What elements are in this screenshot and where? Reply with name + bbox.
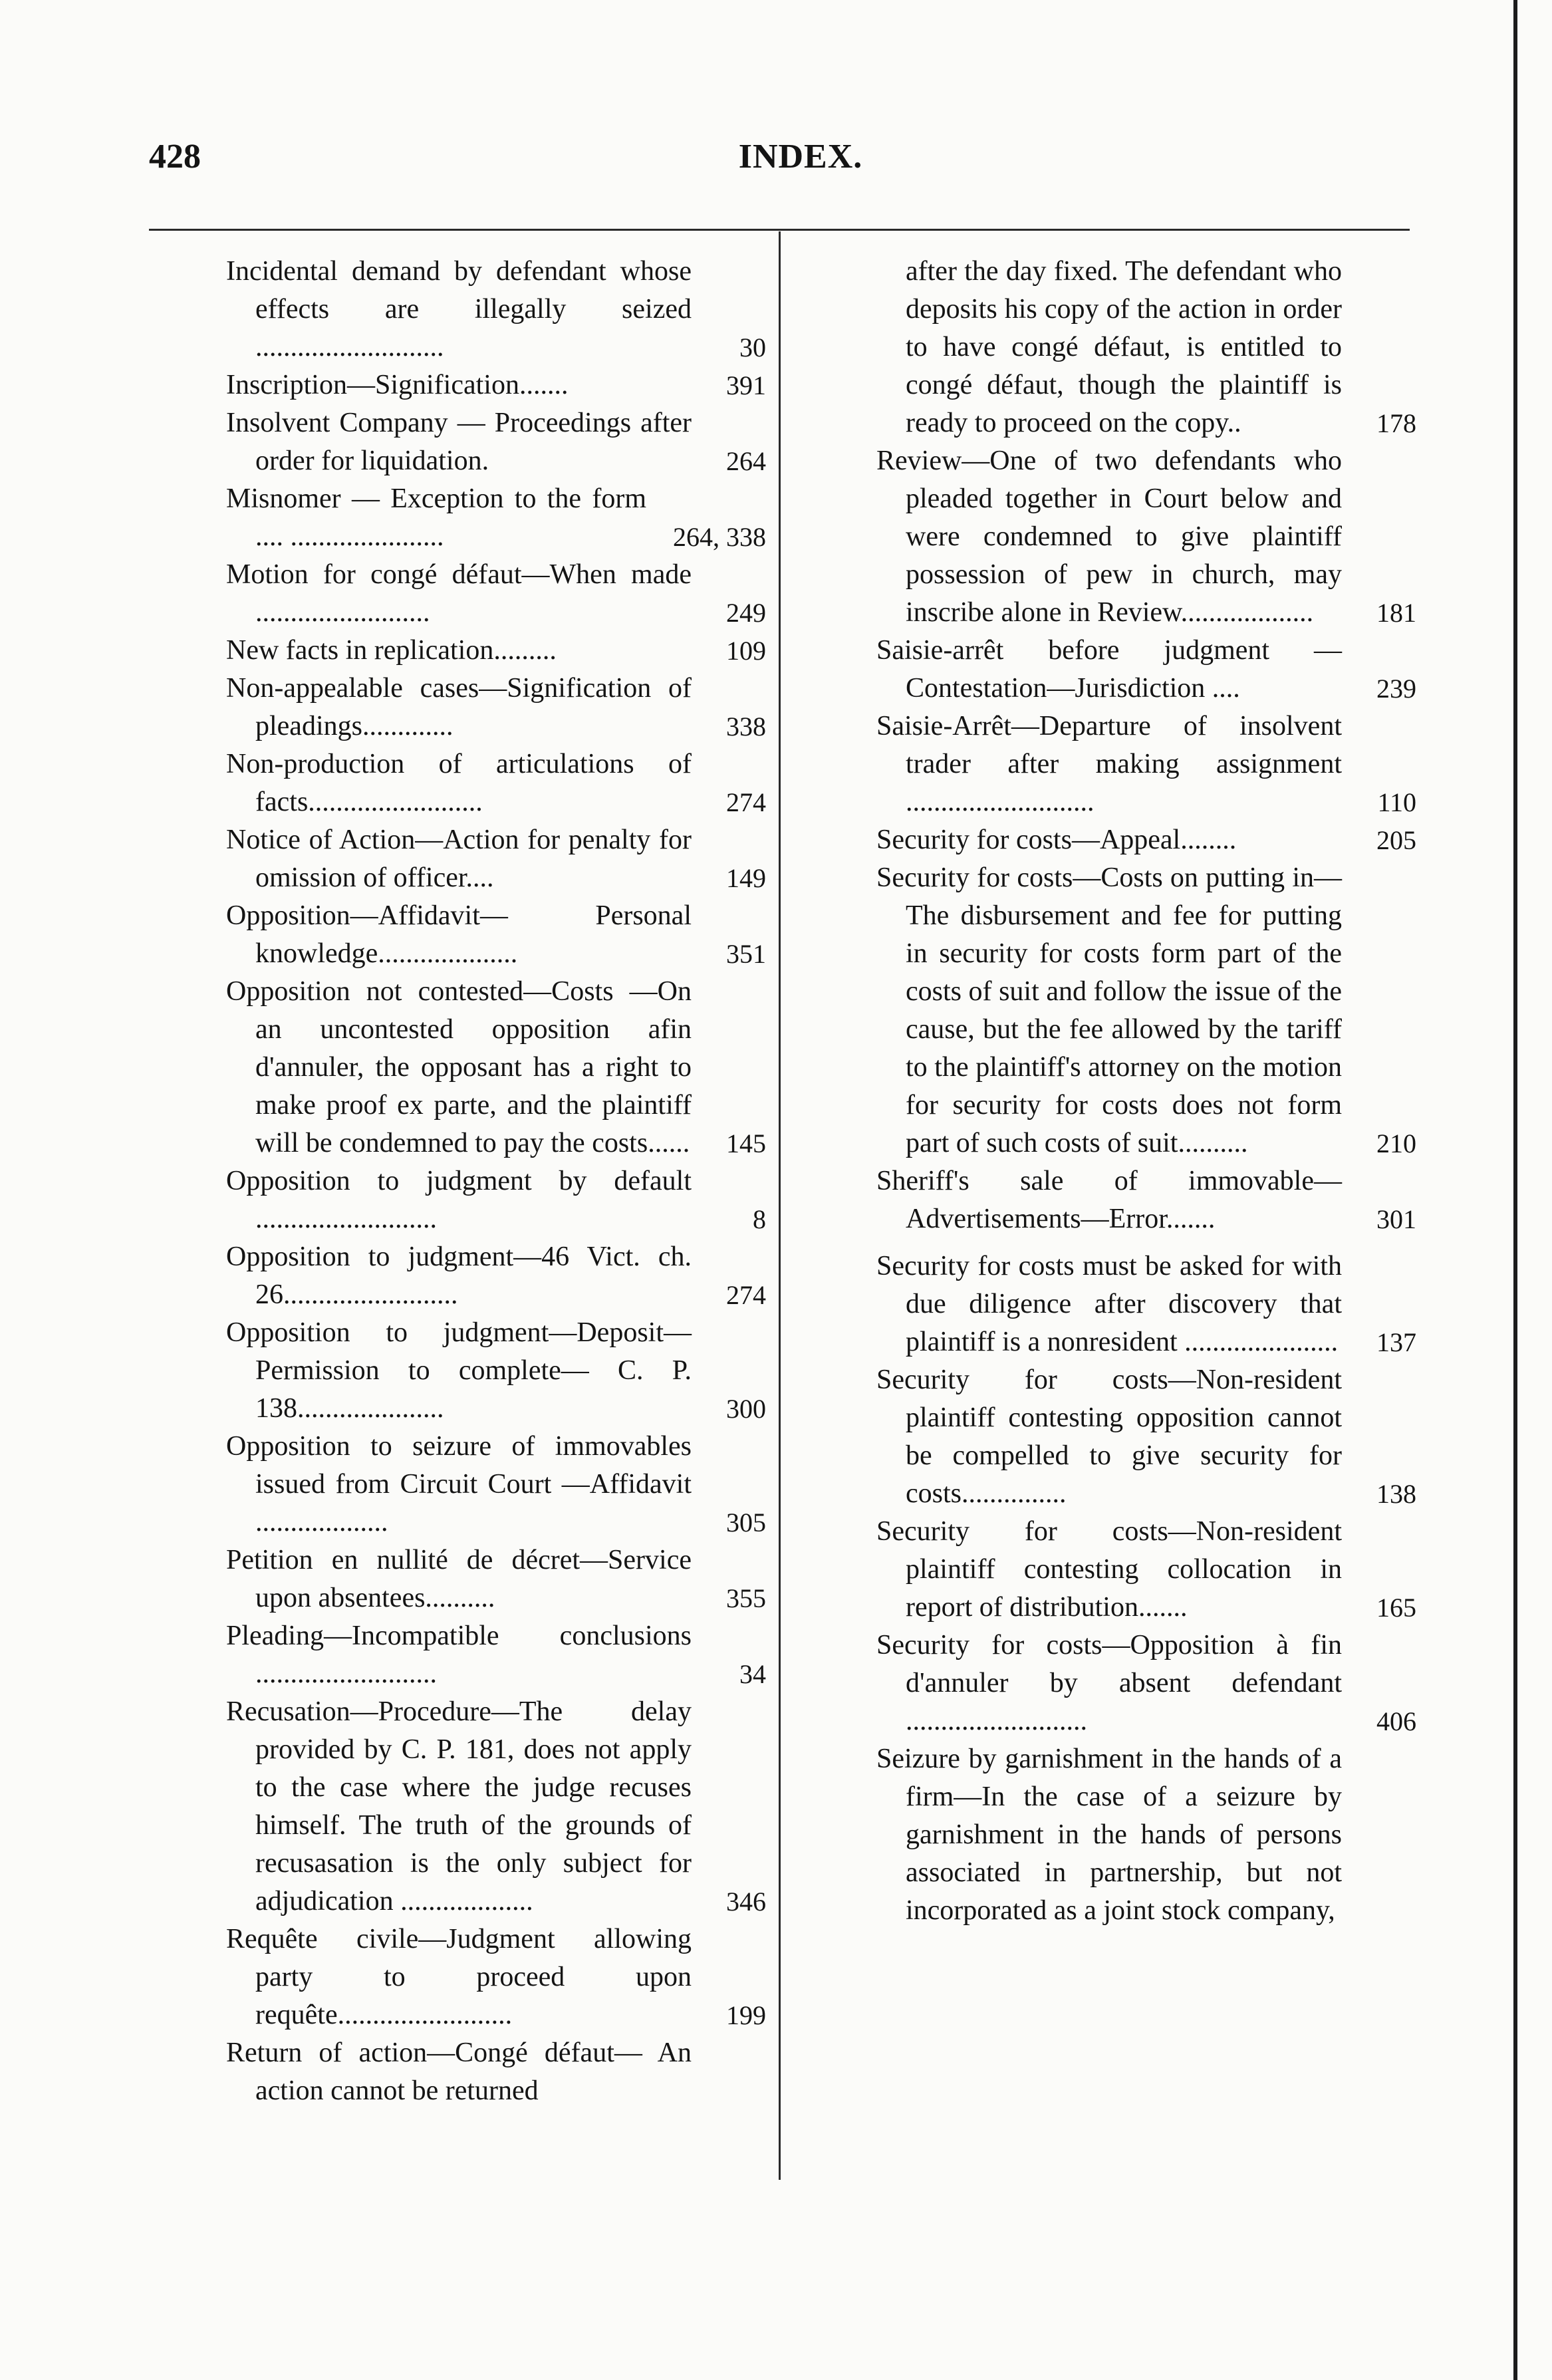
index-entry-page: 165 (1376, 1593, 1416, 1623)
index-entry (226, 1238, 766, 1314)
index-entry (226, 1162, 766, 1238)
index-entry (226, 253, 766, 366)
page-header (149, 137, 1412, 184)
index-entry (226, 1920, 766, 2034)
index-entry (226, 1314, 766, 1428)
index-entry-text: Opposition to seizure of immovables issued from Circuit Court —Affidavit ................... (226, 1431, 692, 1537)
index-entry-text: Saisie-Arrêt—Departure of insolvent trader after making assignment ........................... (876, 711, 1342, 817)
index-entry (876, 442, 1416, 632)
index-entry-text: Security for costs must be asked for with due diligence after discovery that plaintiff is a nonresident ...................... (876, 1251, 1342, 1357)
index-entry (226, 404, 766, 480)
index-entry-page: 274 (726, 787, 766, 817)
column-divider (779, 231, 781, 2180)
index-entry (226, 670, 766, 745)
index-entry (876, 1162, 1416, 1238)
index-entry (226, 632, 766, 670)
index-entry-text: Security for costs—Non-resident plaintiff contesting opposition cannot be compelled to give security for costs............... (876, 1365, 1342, 1509)
index-entry (876, 821, 1416, 859)
index-entry-text: Petition en nullité de décret—Service upon absentees.......... (226, 1545, 692, 1613)
index-entry (226, 2034, 766, 2110)
index-entry-page: 346 (726, 1887, 766, 1917)
index-entry (876, 1361, 1416, 1513)
index-entry (226, 973, 766, 1162)
index-entry-page: 305 (726, 1508, 766, 1537)
index-entry-page: 264 (726, 446, 766, 476)
index-entry-page: 300 (726, 1394, 766, 1424)
index-entry (226, 1541, 766, 1617)
index-entry (226, 366, 766, 404)
index-entry (226, 1617, 766, 1693)
index-entry-page: 351 (726, 939, 766, 969)
index-entry-page: 181 (1376, 598, 1416, 628)
index-entry-page: 249 (726, 598, 766, 628)
running-head-title: INDEX. (738, 138, 863, 176)
header-rule (149, 229, 1410, 231)
index-entry (876, 859, 1416, 1162)
index-entry-text: Pleading—Incompatible conclusions .......................... (226, 1621, 692, 1689)
index-entry-page: 205 (1376, 825, 1416, 855)
index-entry (876, 1740, 1416, 1930)
index-entry-text: Insolvent Company — Proceedings after order for liquidation. (226, 408, 692, 476)
right-index-column (876, 253, 1416, 1930)
index-entry-page: 178 (1376, 408, 1416, 438)
index-entry-text: Opposition—Affidavit— Personal knowledge.................... (226, 900, 692, 969)
index-entry-page: 274 (726, 1280, 766, 1310)
index-entry (876, 632, 1416, 708)
index-entry-page: 355 (726, 1583, 766, 1613)
index-entry-text: Security for costs—Costs on putting in—The disbursement and fee for putting in security for costs form part of the costs of suit and follow the issue of the cause, but the fee allowed by the tariff to the plaintiff's attorney on the motion for security for costs does not form part of such costs of suit.......... (876, 862, 1342, 1158)
index-entry-page: 391 (726, 370, 766, 400)
index-entry-text: Return of action—Congé défaut— An action cannot be returned (226, 2038, 692, 2106)
index-entry (876, 253, 1416, 442)
index-entry-page: 110 (1377, 787, 1416, 817)
left-index-column (226, 253, 766, 2110)
index-entry-text: Security for costs—Appeal........ (876, 825, 1237, 855)
index-entry-page: 8 (753, 1204, 766, 1234)
index-entry-page: 301 (1376, 1204, 1416, 1234)
index-entry (876, 708, 1416, 821)
index-entry-text: Saisie-arrêt before judgment — Contestation—Jurisdiction .... (876, 635, 1342, 704)
index-entry-page: 138 (1376, 1479, 1416, 1509)
index-entry-text: Incidental demand by defendant whose effects are illegally seized ........................... (226, 256, 692, 362)
index-entry-text: Notice of Action—Action for penalty for omission of officer.... (226, 825, 692, 893)
index-entry (226, 480, 766, 556)
index-entry (226, 821, 766, 897)
page-edge-line (1513, 0, 1517, 2380)
index-entry-text: Misnomer — Exception to the form .... ...................... (226, 483, 646, 552)
index-entry-text: Seizure by garnishment in the hands of a firm—In the case of a seizure by garnishment in the hands of persons associated in partnership, but not incorporated as a joint stock company, (876, 1744, 1342, 1926)
index-entry-page: 109 (726, 636, 766, 666)
index-entry (876, 1248, 1416, 1361)
index-entry-text: Inscription—Signification....... (226, 370, 569, 400)
index-entry-text: Opposition to judgment by default .......................... (226, 1166, 692, 1234)
index-entry-text: Non-production of articulations of facts......................... (226, 749, 692, 817)
index-entry-page: 145 (726, 1128, 766, 1158)
index-entry-text: Sheriff's sale of immovable— Advertisements—Error....... (876, 1166, 1342, 1234)
index-entry (226, 1693, 766, 1920)
index-entry (226, 745, 766, 821)
index-entry-text: New facts in replication......... (226, 635, 557, 666)
index-entry-page: 264, 338 (673, 522, 766, 552)
index-entry-text: Recusation—Procedure—The delay provided by C. P. 181, does not apply to the case where the judge recuses himself. The truth of the grounds of recusasation is the only subject for adjudication ................... (226, 1696, 692, 1917)
index-entry-text: Review—One of two defendants who pleaded together in Court below and were condemned to give plaintiff possession of pew in church, may inscribe alone in Review................... (876, 446, 1342, 628)
index-entry (226, 1428, 766, 1541)
index-entry-page: 406 (1376, 1706, 1416, 1736)
index-entry-page: 338 (726, 712, 766, 741)
index-entry-page: 199 (726, 2000, 766, 2030)
index-entry-page: 30 (739, 332, 766, 362)
index-entry-page: 239 (1376, 674, 1416, 704)
index-entry-text: Opposition not contested—Costs —On an uncontested opposition afin d'annuler, the opposant has a right to make proof ex parte, and the plaintiff will be condemned to pay the costs...... (226, 976, 692, 1158)
index-entry-text: Non-appealable cases—Signification of pleadings............. (226, 673, 692, 741)
index-entry-text: Security for costs—Opposition à fin d'annuler by absent defendant .......................... (876, 1630, 1342, 1736)
index-entry-page: 137 (1376, 1327, 1416, 1357)
index-entry-text: after the day fixed. The defendant who deposits his copy of the action in order to have congé défaut, is entitled to congé défaut, though the plaintiff is ready to proceed on the copy.. (906, 256, 1342, 438)
index-entry (876, 1627, 1416, 1740)
index-entry-text: Requête civile—Judgment allowing party to proceed upon requête......................... (226, 1924, 692, 2030)
index-entry (226, 897, 766, 973)
index-entry-text: Motion for congé défaut—When made ......................... (226, 559, 692, 628)
index-entry-page: 210 (1376, 1128, 1416, 1158)
index-entry-page: 149 (726, 863, 766, 893)
index-entry-text: Security for costs—Non-resident plaintiff contesting collocation in report of distribution....... (876, 1516, 1342, 1623)
index-entry-text: Opposition to judgment—46 Vict. ch. 26......................... (226, 1242, 692, 1310)
index-entry (876, 1513, 1416, 1627)
index-entry (226, 556, 766, 632)
index-entry-page: 34 (739, 1659, 766, 1689)
index-entry-text: Opposition to judgment—Deposit—Permission to complete— C. P. 138..................... (226, 1317, 692, 1424)
page-number: 428 (149, 138, 201, 176)
